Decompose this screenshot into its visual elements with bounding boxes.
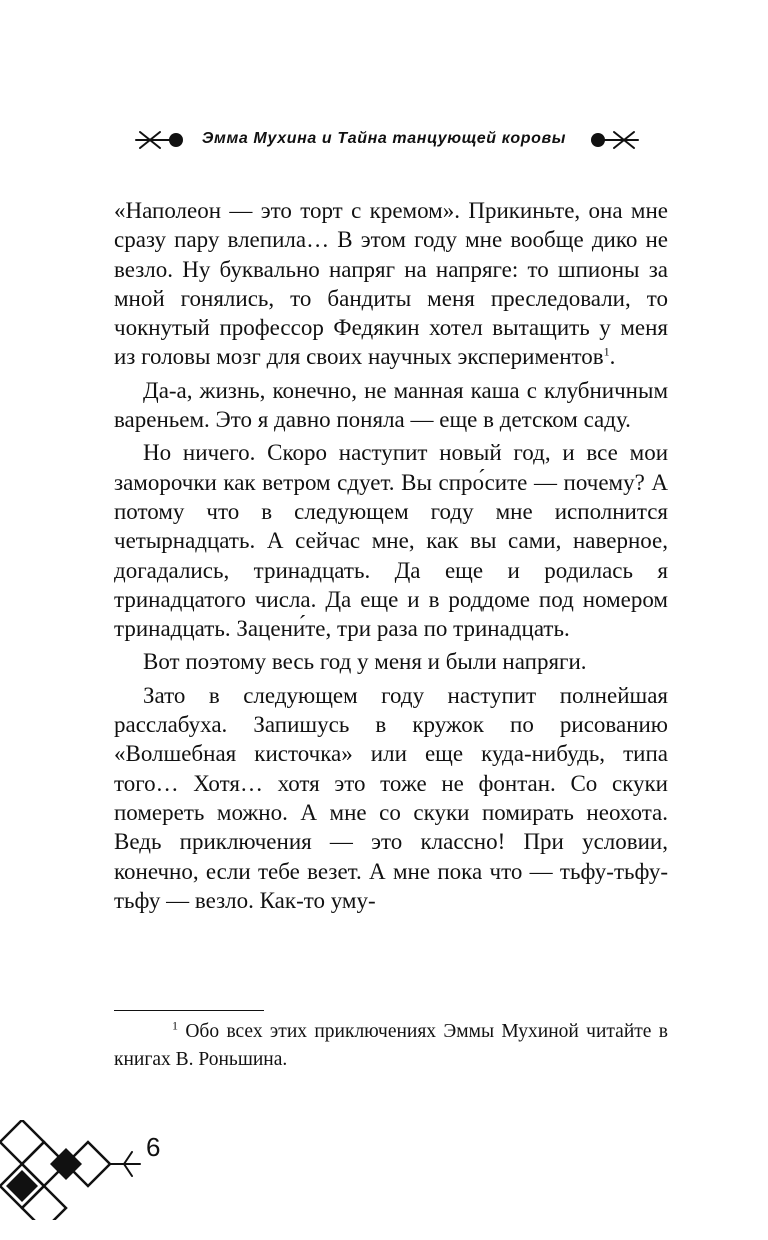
footnote-text: Обо всех этих приключениях Эммы Мухиной читайте в книгах В. Роньшина. xyxy=(114,1021,668,1070)
footnote xyxy=(114,1018,668,1074)
folio xyxy=(0,1120,200,1220)
body-text xyxy=(114,196,668,915)
footnote-reference[interactable]: 1 xyxy=(603,344,610,359)
page-number: 6 xyxy=(146,1132,161,1162)
paragraph-1-text: «Наполеон — это торт с кремом». Прикиньте, она мне сразу пару влепила… В этом году мне вообще дико не везло. Ну буквально напряг на напряге: то шпионы за мной гонялись, то бандиты меня преследовали, то чокнутый профессор Федякин хотел вытащить у меня из головы мозг для своих научных экспериментов xyxy=(114,198,668,370)
footnote-divider xyxy=(114,1010,264,1011)
paragraph-5: Зато в следующем году наступит полнейшая расслабуха. Запишусь в кружок по рисованию «Волшебная кисточка» или еще куда-нибудь, типа того… Хотя… хотя это тоже не фонтан. Со скуки помереть можно. А мне со скуки помирать неохота. Ведь приключения — это классно! При условии, конечно, если тебе везет. А мне пока что — тьфу-тьфу-тьфу — везло. Как-то уму- xyxy=(114,682,668,913)
paragraph-3: Но ничего. Скоро наступит новый год, и все мои заморочки как ветром сдует. Вы спро́сите — почему? А потому что в следующем году мне исполнится четырнадцать. А сейчас мне, как вы сами, наверное, догадались, тринадцать. Да еще и родилась я тринадцатого числа. Да еще и в роддоме под номером тринадцать. Зацени́те, три раза по тринадцать. xyxy=(114,440,668,642)
decorative-dot-branch-icon xyxy=(588,128,640,152)
footnote-marker: 1 xyxy=(172,1018,178,1033)
diamond-pattern-icon xyxy=(0,1120,150,1220)
running-head xyxy=(0,124,768,158)
running-head-title: Эмма Мухина и Тайна танцующей коровы xyxy=(201,130,567,147)
paragraph-2: Да-а, жизнь, конечно, не манная каша с клубничным вареньем. Это я давно поняла — еще в детском саду. xyxy=(114,377,668,433)
paragraph-1-end: . xyxy=(609,344,616,370)
paragraph-4: Вот поэтому весь год у меня и были напряги. xyxy=(143,649,587,675)
paragraph-1 xyxy=(114,196,668,372)
